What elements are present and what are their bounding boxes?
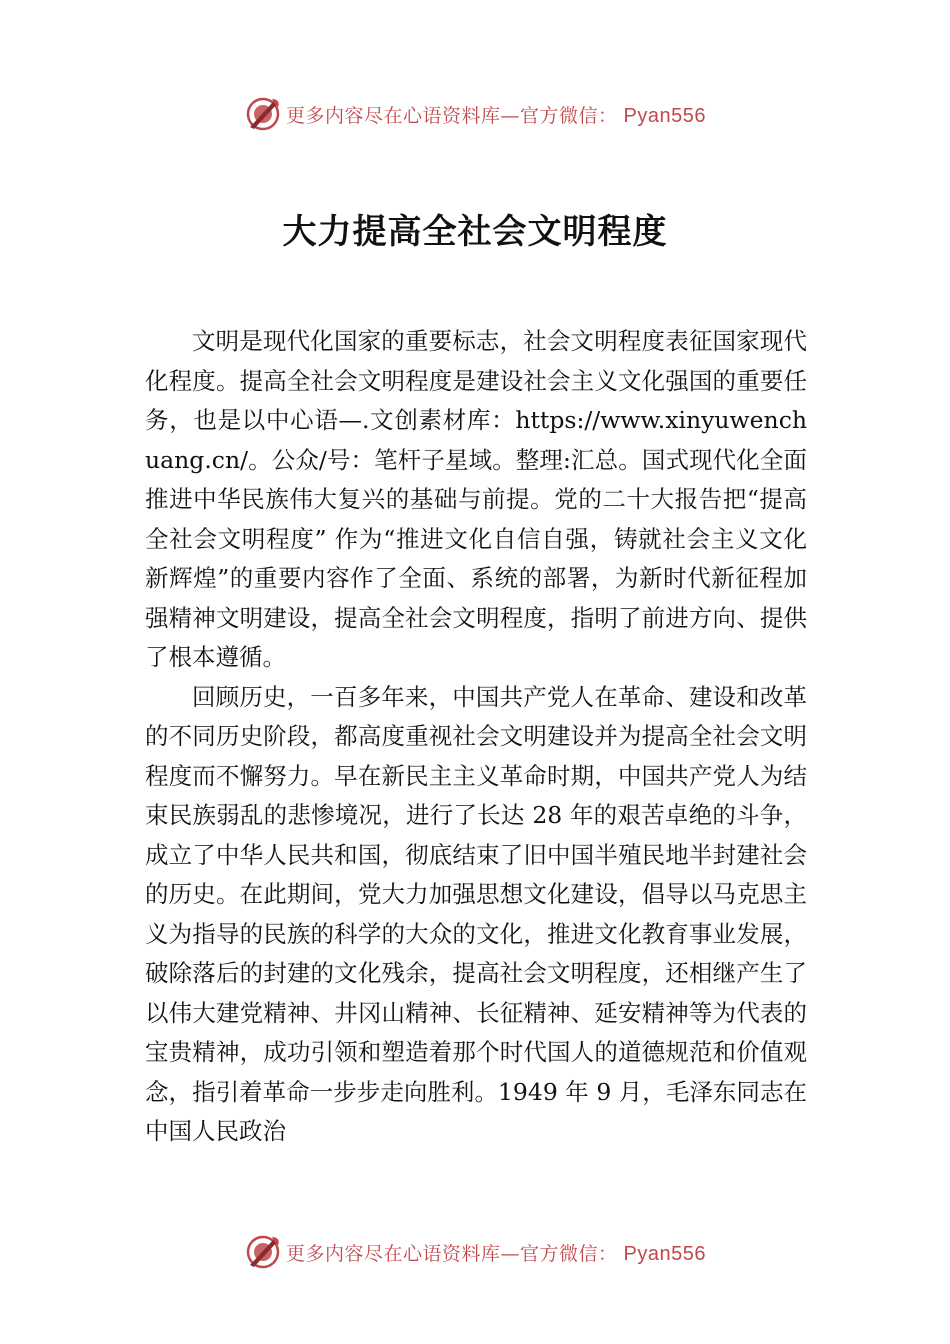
quill-seal-icon (244, 1233, 282, 1271)
quill-seal-icon (244, 95, 282, 133)
page-title: 大力提高全社会文明程度 (282, 212, 668, 252)
footer-watermark (0, 1232, 950, 1272)
header-watermark (0, 94, 950, 134)
paragraph: 文明是现代化国家的重要标志，社会文明程度表征国家现代化程度。提高全社会文明程度是建设社会主义文化强国的重要任务，也是以中心语—.文创素材库：https://www.xinyuwenchuang.cn/。公众/号：笔杆子星域。整理:汇总。国式现代化全面推进中华民族伟大复兴的基础与前提。党的二十大报告把“提高全社会文明程度” 作为“推进文化自信自强，铸就社会主义文化新辉煌”的重要内容作了全面、系统的部署，为新时代新征程加强精神文明建设，提高全社会文明程度，指明了前进方向、提供了根本遵循。 (145, 327, 807, 671)
document-body (145, 322, 807, 1152)
watermark-text: 更多内容尽在心语资料库—官方微信： Pyan556 (286, 104, 706, 127)
watermark-text: 更多内容尽在心语资料库—官方微信： Pyan556 (286, 1242, 706, 1265)
paragraph: 回顾历史，一百多年来，中国共产党人在革命、建设和改革的不同历史阶段，都高度重视社会文明建设并为提高全社会文明程度而不懈努力。早在新民主主义革命时期，中国共产党人为结束民族弱乱的悲惨境况，进行了长达 28 年的艰苦卓绝的斗争，成立了中华人民共和国，彻底结束了旧中国半殖民地半封建社会的历史。在此期间，党大力加强思想文化建设，倡导以马克思主义为指导的民族的科学的大众的文化，推进文化教育事业发展，破除落后的封建的文化残余，提高社会文明程度，还相继产生了以伟大建党精神、井冈山精神、长征精神、延安精神等为代表的宝贵精神，成功引领和塑造着那个时代国人的道德规范和价值观念，指引着革命一步步走向胜利。1949 年 9 月，毛泽东同志在中国人民政治 (145, 682, 807, 1145)
